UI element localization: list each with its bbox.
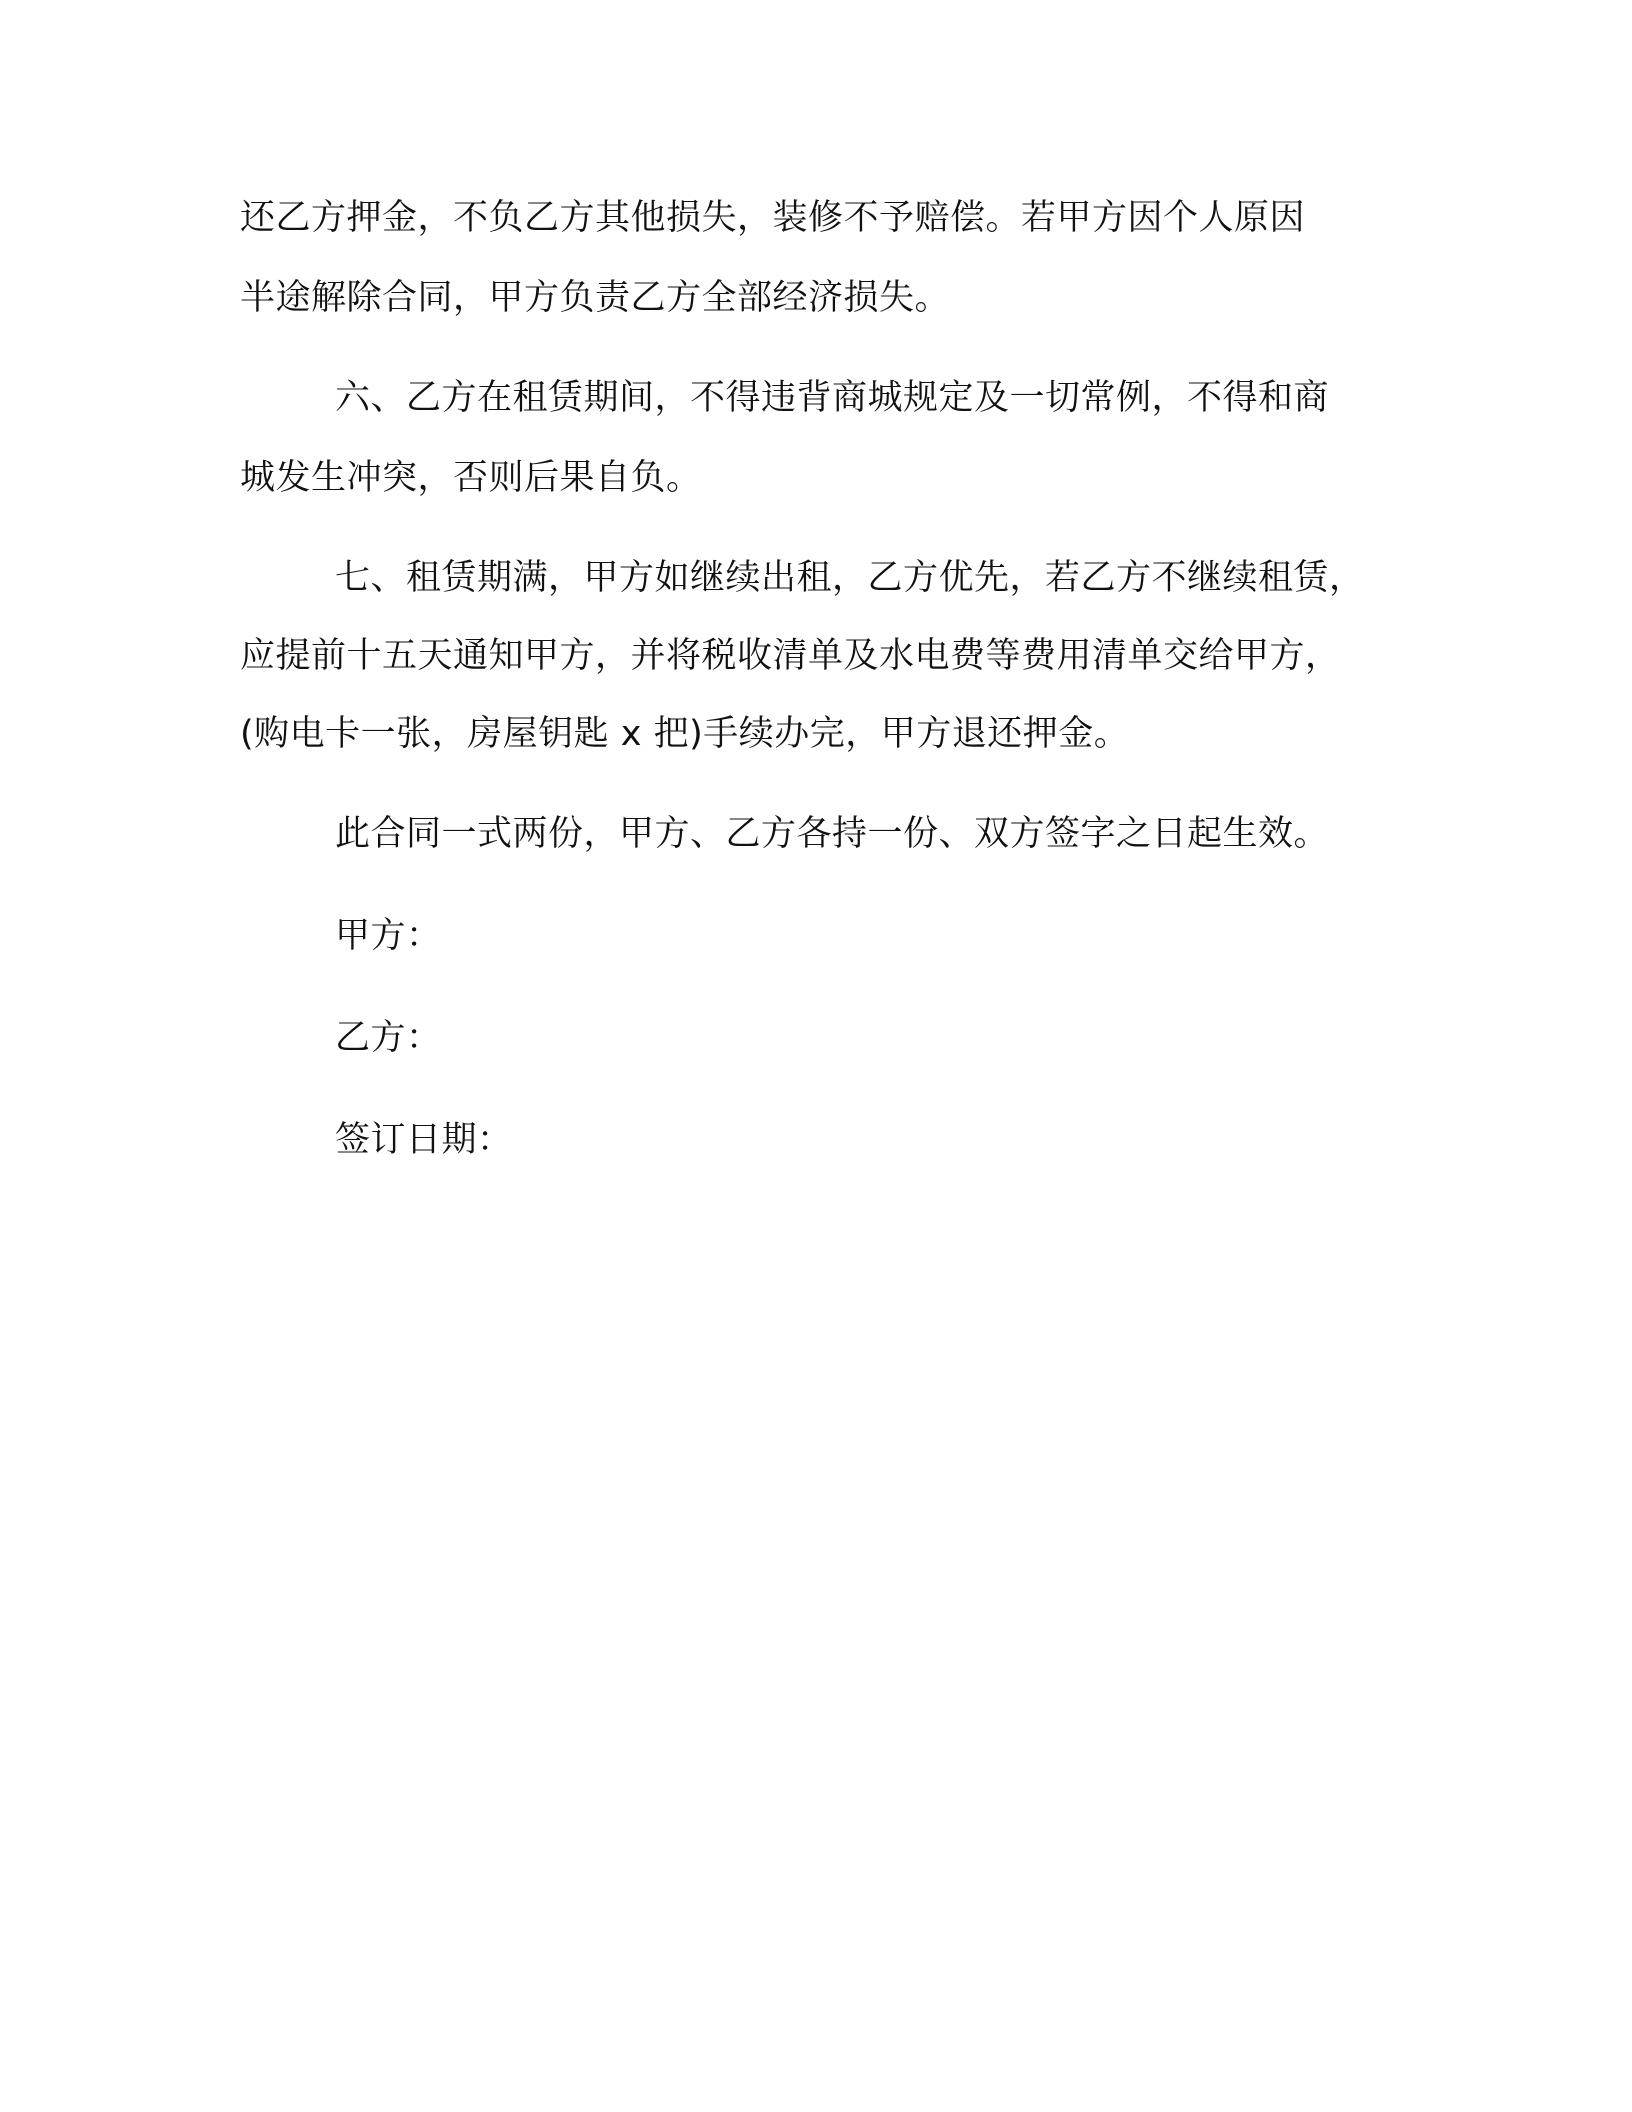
clause-7-line-3: (购电卡一张，房屋钥匙 x 把)手续办完，甲方退还押金。: [240, 714, 1130, 754]
clause-6-line-2: 城发生冲突，否则后果自负。: [240, 458, 702, 498]
clause-7-line-2: 应提前十五天通知甲方，并将税收清单及水电费等费用清单交给甲方，: [240, 636, 1341, 676]
clause-5-line-2: 半途解除合同，甲方负责乙方全部经济损失。: [240, 278, 951, 318]
signing-date-label: 签订日期：: [335, 1120, 513, 1160]
clause-5-line-1: 还乙方押金，不负乙方其他损失，装修不予赔偿。若甲方因个人原因: [240, 198, 1306, 238]
closing-statement: 此合同一式两份，甲方、乙方各持一份、双方签字之日起生效。: [335, 814, 1330, 854]
party-a-signature-label: 甲方：: [335, 916, 442, 956]
party-b-signature-label: 乙方：: [335, 1018, 442, 1058]
clause-7-line-1: 七、租赁期满，甲方如继续出租，乙方优先，若乙方不继续租赁，: [335, 558, 1365, 598]
clause-6-line-1: 六、乙方在租赁期间，不得违背商城规定及一切常例，不得和商: [335, 378, 1330, 418]
